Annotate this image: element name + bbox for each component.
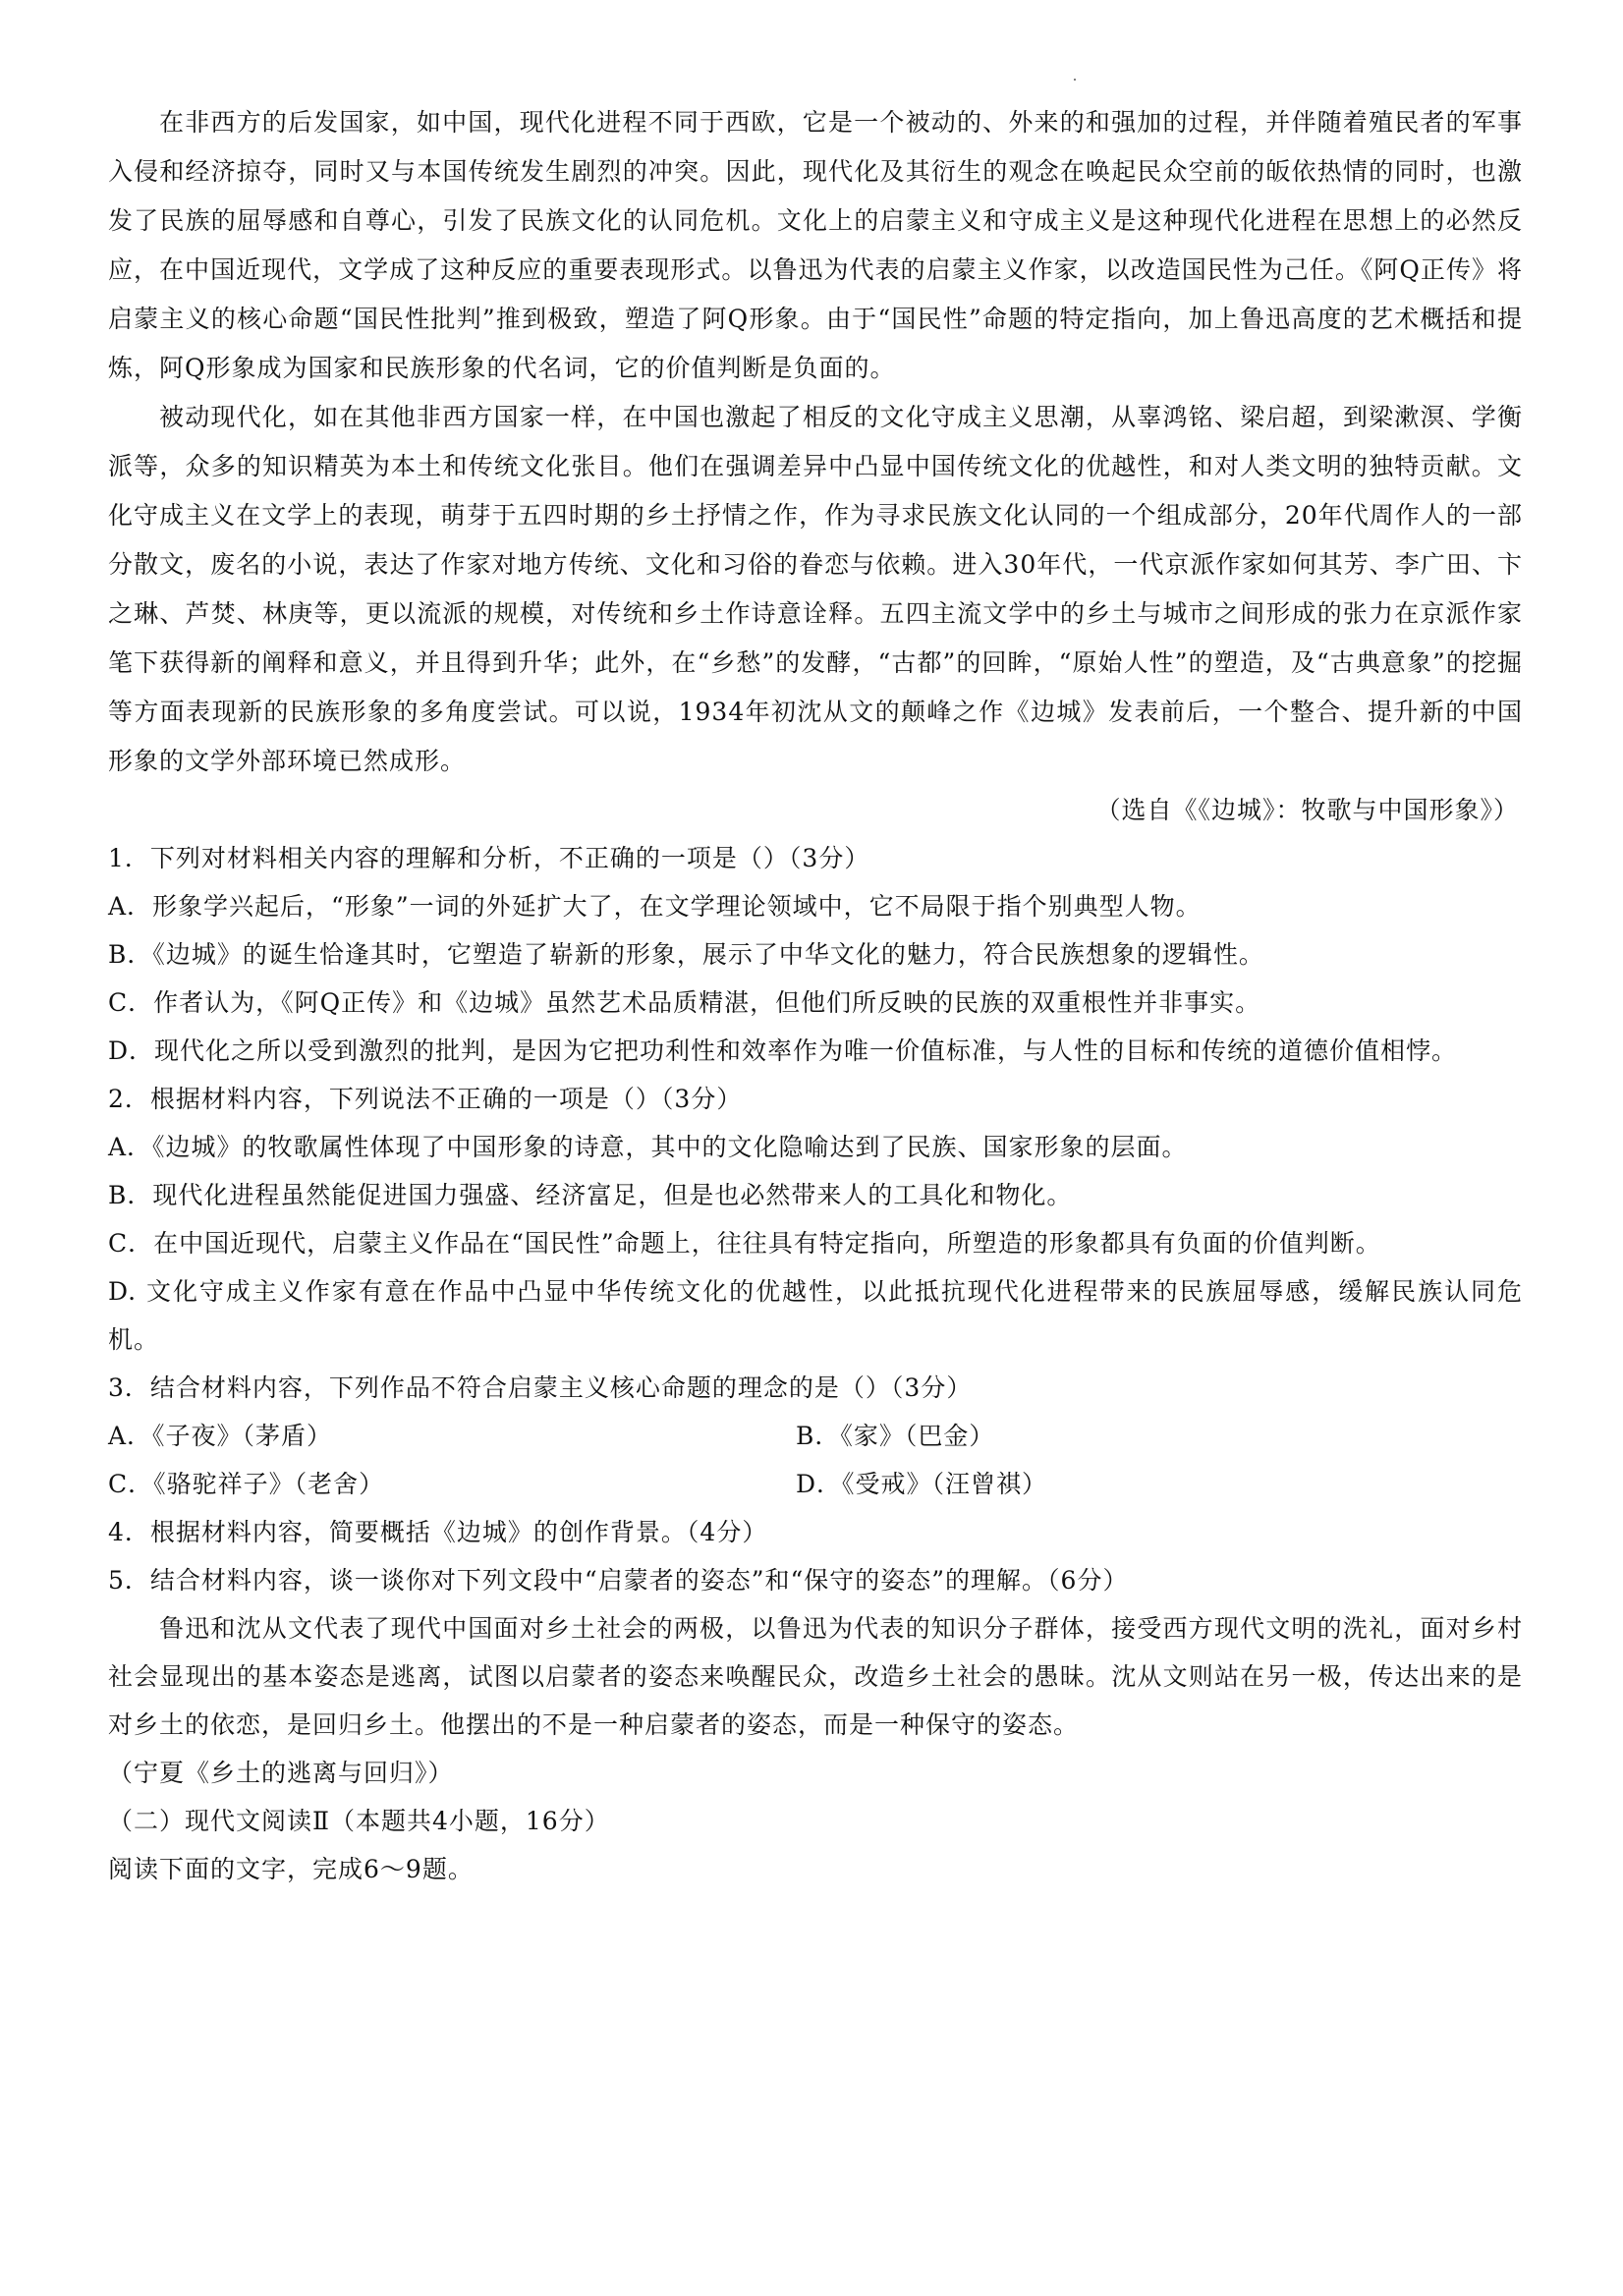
- question-5: [108, 1556, 1523, 1797]
- question-3-options-row-1: [108, 1412, 1523, 1460]
- question-3-option-a: A．《子夜》（茅盾）: [108, 1422, 333, 1450]
- question-1-option-c: C．作者认为，《阿Q正传》和《边城》虽然艺术品质精湛，但他们所反映的民族的双重根性并非事实。: [108, 988, 1261, 1017]
- question-3-option-d: D．《受戒》（汪曾祺）: [796, 1470, 1048, 1498]
- question-3-options-row-2: [108, 1460, 1523, 1508]
- question-5-excerpt: 鲁迅和沈从文代表了现代中国面对乡土社会的两极，以鲁迅为代表的知识分子群体，接受西方现代文明的洗礼，面对乡村社会显现出的基本姿态是逃离，试图以启蒙者的姿态来唤醒民众，改造乡土社会的愚昧。沈从文则站在另一极，传达出来的是对乡土的依恋，是回归乡土。他摆出的不是一种启蒙者的姿态，而是一种保守的姿态。: [108, 1614, 1523, 1739]
- question-1-option-a: A．形象学兴起后，“形象”一词的外延扩大了，在文学理论领域中，它不局限于指个别典型人物。: [108, 892, 1202, 921]
- question-1: [108, 834, 1523, 1075]
- section-instruction: 阅读下面的文字，完成6～9题。: [108, 1855, 474, 1883]
- question-2-option-b: B．现代化进程虽然能促进国力强盛、经济富足，但是也必然带来人的工具化和物化。: [108, 1181, 1073, 1209]
- question-1-stem: 1．下列对材料相关内容的理解和分析，不正确的一项是（）（3分）: [108, 844, 870, 872]
- question-5-stem: 5．结合材料内容，谈一谈你对下列文段中“启蒙者的姿态”和“保守的姿态”的理解。（6分）: [108, 1566, 1129, 1595]
- question-2: [108, 1075, 1523, 1364]
- question-3-stem: 3．结合材料内容，下列作品不符合启蒙主义核心命题的理念的是（）（3分）: [108, 1373, 973, 1402]
- question-1-option-d: D．现代化之所以受到激烈的批判，是因为它把功利性和效率作为唯一价值标准，与人性的目标和传统的道德价值相悖。: [108, 1036, 1458, 1065]
- question-3: [108, 1364, 1523, 1508]
- section-heading: （二）现代文阅读Ⅱ（本题共4小题，16分）: [108, 1807, 610, 1835]
- question-3-option-c: C．《骆驼祥子》（老舍）: [108, 1470, 385, 1498]
- page-content: [108, 98, 1523, 1893]
- passage-paragraph-2: 被动现代化，如在其他非西方国家一样，在中国也激起了相反的文化守成主义思潮，从辜鸿铭、梁启超，到梁漱溟、学衡派等，众多的知识精英为本土和传统文化张目。他们在强调差异中凸显中国传统文化的优越性，和对人类文明的独特贡献。文化守成主义在文学上的表现，萌芽于五四时期的乡土抒情之作，作为寻求民族文化认同的一个组成部分，20年代周作人的一部分散文，废名的小说，表达了作家对地方传统、文化和习俗的眷恋与依赖。进入30年代，一代京派作家如何其芳、李广田、卞之琳、芦焚、林庚等，更以流派的规模，对传统和乡土作诗意诠释。五四主流文学中的乡土与城市之间形成的张力在京派作家笔下获得新的阐释和意义，并且得到升华；此外，在“乡愁”的发酵，“古都”的回眸，“原始人性”的塑造，及“古典意象”的挖掘等方面表现新的民族形象的多角度尝试。可以说，1934年初沈从文的颠峰之作《边城》发表前后，一个整合、提升新的中国形象的文学外部环境已然成形。: [108, 403, 1523, 775]
- passage-paragraph-1: 在非西方的后发国家，如中国，现代化进程不同于西欧，它是一个被动的、外来的和强加的过程，并伴随着殖民者的军事入侵和经济掠夺，同时又与本国传统发生剧烈的冲突。因此，现代化及其衍生的观念在唤起民众空前的皈依热情的同时，也激发了民族的屈辱感和自尊心，引发了民族文化的认同危机。文化上的启蒙主义和守成主义是这种现代化进程在思想上的必然反应，在中国近现代，文学成了这种反应的重要表现形式。以鲁迅为代表的启蒙主义作家，以改造国民性为己任。《阿Q正传》将启蒙主义的核心命题“国民性批判”推到极致，塑造了阿Q形象。由于“国民性”命题的特定指向，加上鲁迅高度的艺术概括和提炼，阿Q形象成为国家和民族形象的代名词，它的价值判断是负面的。: [108, 108, 1523, 382]
- question-1-option-b: B．《边城》的诞生恰逢其时，它塑造了崭新的形象，展示了中华文化的魅力，符合民族想象的逻辑性。: [108, 940, 1264, 969]
- question-2-option-c: C．在中国近现代，启蒙主义作品在“国民性”命题上，往往具有特定指向，所塑造的形象都具有负面的价值判断。: [108, 1229, 1381, 1258]
- question-2-option-a: A．《边城》的牧歌属性体现了中国形象的诗意，其中的文化隐喻达到了民族、国家形象的层面。: [108, 1133, 1188, 1161]
- question-2-stem: 2．根据材料内容，下列说法不正确的一项是（）（3分）: [108, 1085, 743, 1113]
- passage-source: （选自《《边城》：牧歌与中国形象》）: [1095, 796, 1519, 824]
- question-2-option-d: D. 文化守成主义作家有意在作品中凸显中华传统文化的优越性，以此抵抗现代化进程带来的民族屈辱感，缓解民族认同危机。: [108, 1277, 1523, 1354]
- question-5-excerpt-source: （宁夏《乡土的逃离与回归》）: [108, 1759, 454, 1787]
- scan-dot: [1074, 79, 1076, 81]
- question-3-option-b: B．《家》（巴金）: [796, 1422, 995, 1450]
- question-4-stem: 4．根据材料内容，简要概括《边城》的创作背景。（4分）: [108, 1518, 768, 1546]
